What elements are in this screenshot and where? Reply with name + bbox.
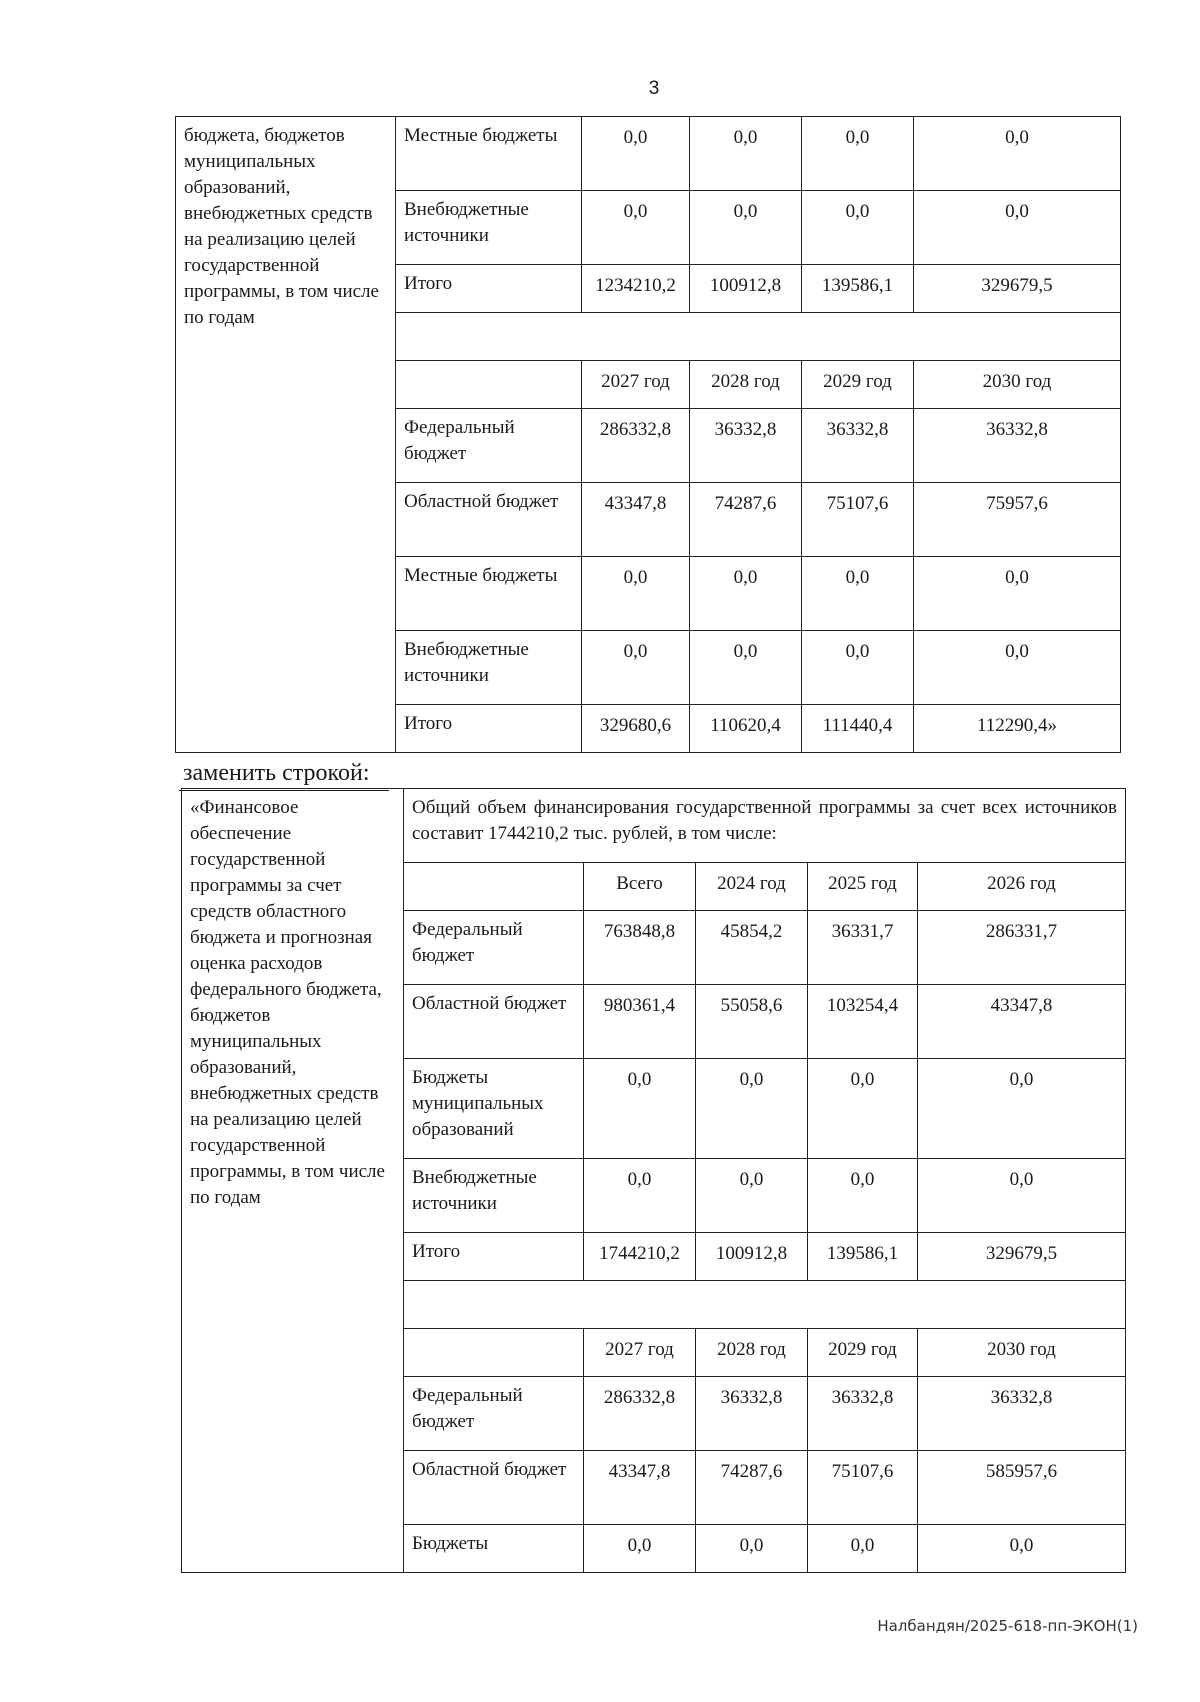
value-cell: 75107,6 bbox=[802, 483, 914, 557]
source-label: Областной бюджет bbox=[396, 483, 582, 557]
value-cell: 286332,8 bbox=[584, 1377, 696, 1451]
spacer-row bbox=[404, 1281, 1126, 1329]
value-cell: 55058,6 bbox=[696, 985, 808, 1059]
replace-instruction: заменить строкой: bbox=[183, 760, 370, 786]
value-cell: 0,0 bbox=[802, 631, 914, 705]
value-cell: 0,0 bbox=[918, 1159, 1126, 1233]
source-label: Федеральный бюджет bbox=[396, 409, 582, 483]
source-label: Федеральный бюджет bbox=[404, 1377, 584, 1451]
value-cell: 585957,6 bbox=[918, 1451, 1126, 1525]
value-cell: 763848,8 bbox=[584, 911, 696, 985]
year-header: 2026 год bbox=[918, 863, 1126, 911]
total-cell: 1234210,2 bbox=[582, 265, 690, 313]
empty-header-cell bbox=[404, 863, 584, 911]
empty-header-cell bbox=[404, 1329, 584, 1377]
spacer-row bbox=[396, 313, 1121, 361]
total-cell: 111440,4 bbox=[802, 705, 914, 753]
total-label: Итого bbox=[396, 705, 582, 753]
total-cell: 329680,6 bbox=[582, 705, 690, 753]
total-cell: 1744210,2 bbox=[584, 1233, 696, 1281]
value-cell: 0,0 bbox=[802, 557, 914, 631]
value-cell: 980361,4 bbox=[584, 985, 696, 1059]
value-cell: 0,0 bbox=[690, 117, 802, 191]
value-cell: 286331,7 bbox=[918, 911, 1126, 985]
value-cell: 45854,2 bbox=[696, 911, 808, 985]
value-cell: 43347,8 bbox=[918, 985, 1126, 1059]
value-cell: 0,0 bbox=[802, 191, 914, 265]
year-header: 2028 год bbox=[696, 1329, 808, 1377]
value-cell: 36332,8 bbox=[690, 409, 802, 483]
value-cell: 0,0 bbox=[918, 1059, 1126, 1159]
value-cell: 75957,6 bbox=[914, 483, 1121, 557]
value-cell: 0,0 bbox=[914, 557, 1121, 631]
total-label: Итого bbox=[404, 1233, 584, 1281]
source-label: Внебюджетные источники bbox=[396, 631, 582, 705]
value-cell: 36332,8 bbox=[696, 1377, 808, 1451]
value-cell: 0,0 bbox=[582, 557, 690, 631]
year-header: 2025 год bbox=[808, 863, 918, 911]
value-cell: 0,0 bbox=[584, 1159, 696, 1233]
value-cell: 74287,6 bbox=[696, 1451, 808, 1525]
total-cell: 100912,8 bbox=[690, 265, 802, 313]
total-cell: 110620,4 bbox=[690, 705, 802, 753]
value-cell: 36332,8 bbox=[802, 409, 914, 483]
value-cell: 0,0 bbox=[696, 1525, 808, 1573]
total-cell: 100912,8 bbox=[696, 1233, 808, 1281]
value-cell: 0,0 bbox=[582, 117, 690, 191]
source-label: Областной бюджет bbox=[404, 985, 584, 1059]
empty-header-cell bbox=[396, 361, 582, 409]
value-cell: 0,0 bbox=[582, 191, 690, 265]
year-header: 2028 год bbox=[690, 361, 802, 409]
value-cell: 75107,6 bbox=[808, 1451, 918, 1525]
value-cell: 36332,8 bbox=[918, 1377, 1126, 1451]
value-cell: 36332,8 bbox=[808, 1377, 918, 1451]
source-label: Бюджеты bbox=[404, 1525, 584, 1573]
value-cell: 43347,8 bbox=[584, 1451, 696, 1525]
year-header: 2029 год bbox=[802, 361, 914, 409]
source-label: Бюджеты муниципальных образований bbox=[404, 1059, 584, 1159]
year-header: Всего bbox=[584, 863, 696, 911]
value-cell: 0,0 bbox=[808, 1525, 918, 1573]
row-description bbox=[176, 117, 396, 753]
value-cell: 0,0 bbox=[914, 191, 1121, 265]
value-cell: 0,0 bbox=[690, 191, 802, 265]
year-header: 2030 год bbox=[918, 1329, 1126, 1377]
year-header: 2029 год bbox=[808, 1329, 918, 1377]
row-description-text: бюджета, бюджетов муниципальных образований, внебюджетных средств на реализацию целей государственной программы, в том числе по годам bbox=[184, 125, 379, 328]
year-header: 2030 год bbox=[914, 361, 1121, 409]
source-label: Местные бюджеты bbox=[396, 117, 582, 191]
value-cell: 0,0 bbox=[802, 117, 914, 191]
financing-intro: Общий объем финансирования государственной программы за счет всех источников составит 1744210,2 тыс. рублей, в том числе: bbox=[404, 789, 1126, 863]
page-number: 3 bbox=[648, 78, 660, 99]
source-label: Внебюджетные источники bbox=[404, 1159, 584, 1233]
total-cell: 329679,5 bbox=[914, 265, 1121, 313]
total-cell: 139586,1 bbox=[802, 265, 914, 313]
total-cell: 112290,4» bbox=[914, 705, 1121, 753]
value-cell: 36331,7 bbox=[808, 911, 918, 985]
value-cell: 103254,4 bbox=[808, 985, 918, 1059]
value-cell: 0,0 bbox=[584, 1059, 696, 1159]
source-label: Федеральный бюджет bbox=[404, 911, 584, 985]
total-label: Итого bbox=[396, 265, 582, 313]
value-cell: 0,0 bbox=[914, 631, 1121, 705]
row-description bbox=[182, 789, 404, 1573]
value-cell: 74287,6 bbox=[690, 483, 802, 557]
year-header: 2027 год bbox=[584, 1329, 696, 1377]
total-cell: 329679,5 bbox=[918, 1233, 1126, 1281]
financing-table-new bbox=[181, 788, 1126, 1573]
value-cell: 286332,8 bbox=[582, 409, 690, 483]
value-cell: 0,0 bbox=[696, 1059, 808, 1159]
value-cell: 0,0 bbox=[582, 631, 690, 705]
financing-table-old bbox=[175, 116, 1121, 753]
value-cell: 0,0 bbox=[690, 557, 802, 631]
year-header: 2024 год bbox=[696, 863, 808, 911]
document-footer-id: Налбандян/2025-618-пп-ЭКОН(1) bbox=[877, 1617, 1138, 1635]
source-label: Внебюджетные источники bbox=[396, 191, 582, 265]
value-cell: 0,0 bbox=[584, 1525, 696, 1573]
row-description-text: «Финансовое обеспечение государственной программы за счет средств областного бюджета и прогнозная оценка расходов федерального бюджета, бюджетов муниципальных образований, внебюджетных средств на реализацию целей государственной программы, в том числе по годам bbox=[190, 797, 385, 1208]
value-cell: 0,0 bbox=[918, 1525, 1126, 1573]
value-cell: 0,0 bbox=[696, 1159, 808, 1233]
value-cell: 0,0 bbox=[914, 117, 1121, 191]
source-label: Областной бюджет bbox=[404, 1451, 584, 1525]
value-cell: 0,0 bbox=[808, 1059, 918, 1159]
value-cell: 0,0 bbox=[690, 631, 802, 705]
value-cell: 36332,8 bbox=[914, 409, 1121, 483]
value-cell: 43347,8 bbox=[582, 483, 690, 557]
value-cell: 0,0 bbox=[808, 1159, 918, 1233]
year-header: 2027 год bbox=[582, 361, 690, 409]
total-cell: 139586,1 bbox=[808, 1233, 918, 1281]
source-label: Местные бюджеты bbox=[396, 557, 582, 631]
